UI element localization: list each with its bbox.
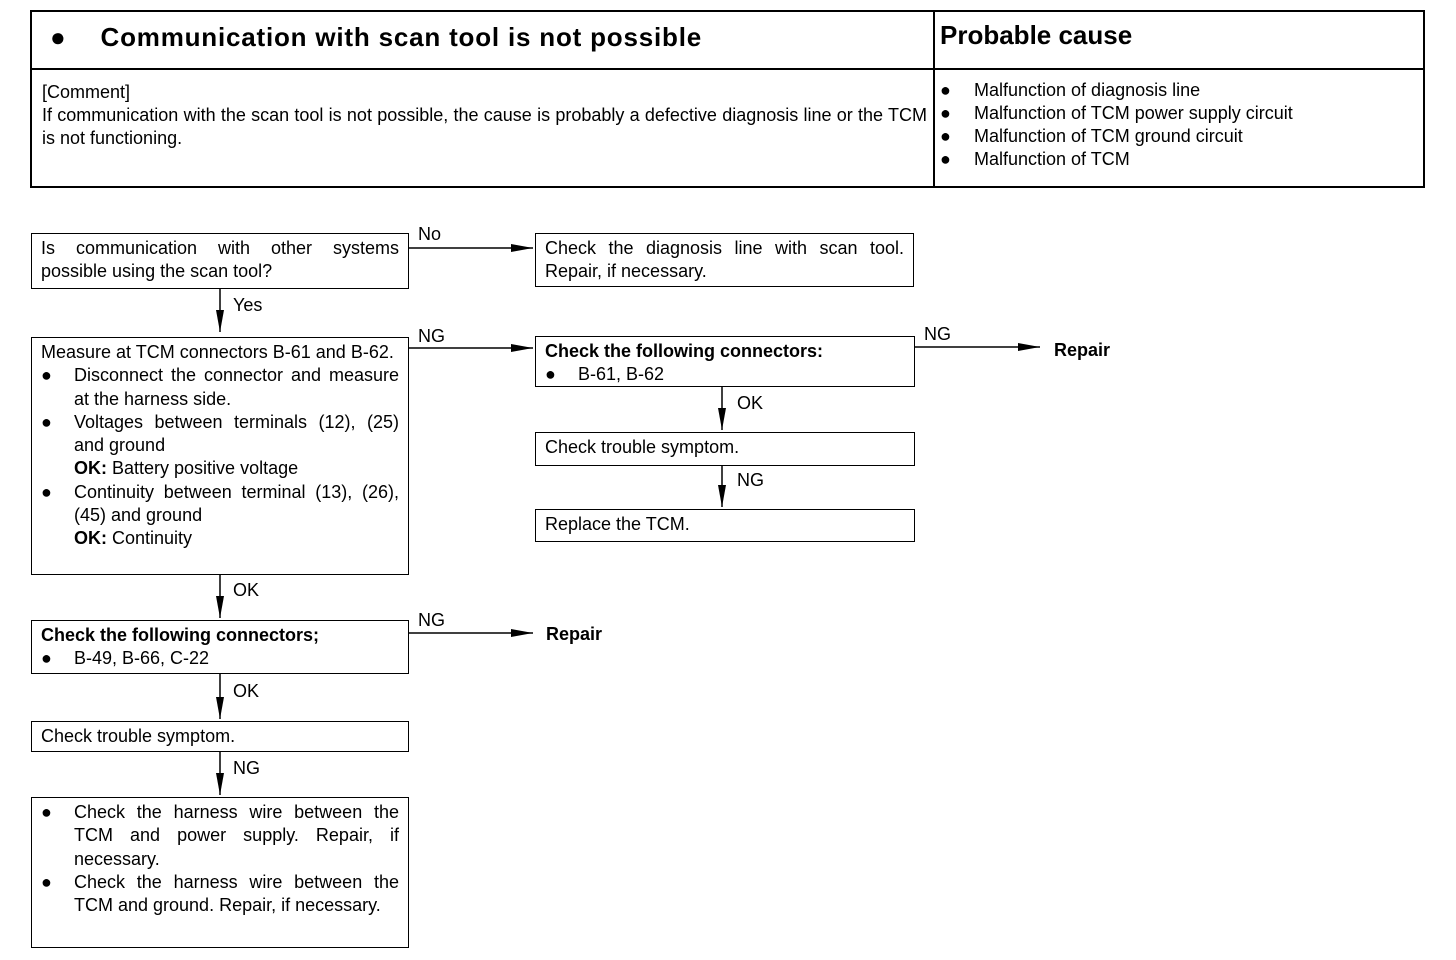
connector-check-box xyxy=(535,336,915,387)
bullet-icon: ● xyxy=(50,22,67,52)
bullet-icon: ● xyxy=(940,149,951,169)
bullet-icon: ● xyxy=(41,802,52,822)
list-item xyxy=(41,411,399,481)
title-text: Communication with scan tool is not possible xyxy=(100,22,702,52)
ng-label: NG xyxy=(233,758,260,778)
bullet-icon: ● xyxy=(41,481,52,502)
item-text: Check the harness wire between the TCM and ground. Repair, if necessary. xyxy=(74,871,399,916)
box-title: Check the following connectors: xyxy=(545,341,824,361)
bullet-icon: ● xyxy=(41,871,52,892)
ng-label: NG xyxy=(924,324,951,344)
comment-text: If communication with the scan tool is not possible, the cause is probably a defective diagnosis line or the TCM is not functioning. xyxy=(42,105,927,148)
list-item xyxy=(41,481,399,551)
box-title: Check the following connectors; xyxy=(41,625,320,645)
ok-value: Battery positive voltage xyxy=(112,458,299,479)
item-text: Voltages between terminals (12), (25) and ground xyxy=(74,411,399,456)
list-item xyxy=(545,363,905,386)
bullet-icon: ● xyxy=(940,103,951,123)
comment-label: [Comment] xyxy=(42,82,131,102)
repair-label: Repair xyxy=(1054,340,1111,360)
repair-label: Repair xyxy=(546,624,603,644)
cause-text: Malfunction of TCM power supply circuit xyxy=(974,103,1293,123)
trouble-symptom-box: Check trouble symptom. xyxy=(31,721,409,752)
no-label: No xyxy=(418,224,442,244)
probable-cause-heading: Probable cause xyxy=(940,20,1133,50)
cause-text: Malfunction of TCM ground circuit xyxy=(974,126,1243,146)
list-item xyxy=(41,364,399,411)
item-text xyxy=(74,411,399,481)
item-text: Check the harness wire between the TCM and power supply. Repair, if necessary. xyxy=(74,802,399,869)
connector-check-box xyxy=(31,620,409,674)
yes-label: Yes xyxy=(233,295,263,315)
bullet-icon: ● xyxy=(940,126,951,146)
item-text: Continuity between terminal (13), (26), (45) and ground xyxy=(74,481,399,526)
cause-text: Malfunction of TCM xyxy=(974,149,1130,169)
list-item xyxy=(41,801,399,871)
ng-label: NG xyxy=(418,610,445,630)
harness-check-box xyxy=(31,797,409,948)
list-item xyxy=(41,871,399,918)
measure-box xyxy=(31,337,409,575)
item-text: Disconnect the connector and measure at the harness side. xyxy=(74,365,399,409)
item-text: B-49, B-66, C-22 xyxy=(74,648,210,669)
bullet-icon: ● xyxy=(41,365,52,386)
measure-intro: Measure at TCM connectors B-61 and B-62. xyxy=(41,342,394,362)
ng-label: NG xyxy=(737,470,764,490)
ok-value: Continuity xyxy=(112,528,193,549)
trouble-symptom-box: Check trouble symptom. xyxy=(535,432,915,466)
replace-tcm-box: Replace the TCM. xyxy=(535,509,915,542)
item-text xyxy=(74,481,399,551)
item-text: B-61, B-62 xyxy=(578,364,665,385)
list-item xyxy=(41,647,399,670)
ok-label: OK xyxy=(737,393,764,413)
ok-label: OK: xyxy=(74,458,107,479)
bullet-icon: ● xyxy=(41,411,52,432)
ok-label: OK: xyxy=(74,528,107,549)
bullet-icon: ● xyxy=(545,364,556,385)
ok-label: OK xyxy=(233,580,260,600)
ng-label: NG xyxy=(418,326,445,346)
cause-text: Malfunction of diagnosis line xyxy=(974,80,1201,100)
question-box: Is communication with other systems possible using the scan tool? xyxy=(31,233,409,289)
ok-label: OK xyxy=(233,681,260,701)
bullet-icon: ● xyxy=(940,80,951,100)
diagnosis-line-box: Check the diagnosis line with scan tool. Repair, if necessary. xyxy=(535,233,914,287)
bullet-icon: ● xyxy=(41,648,52,669)
